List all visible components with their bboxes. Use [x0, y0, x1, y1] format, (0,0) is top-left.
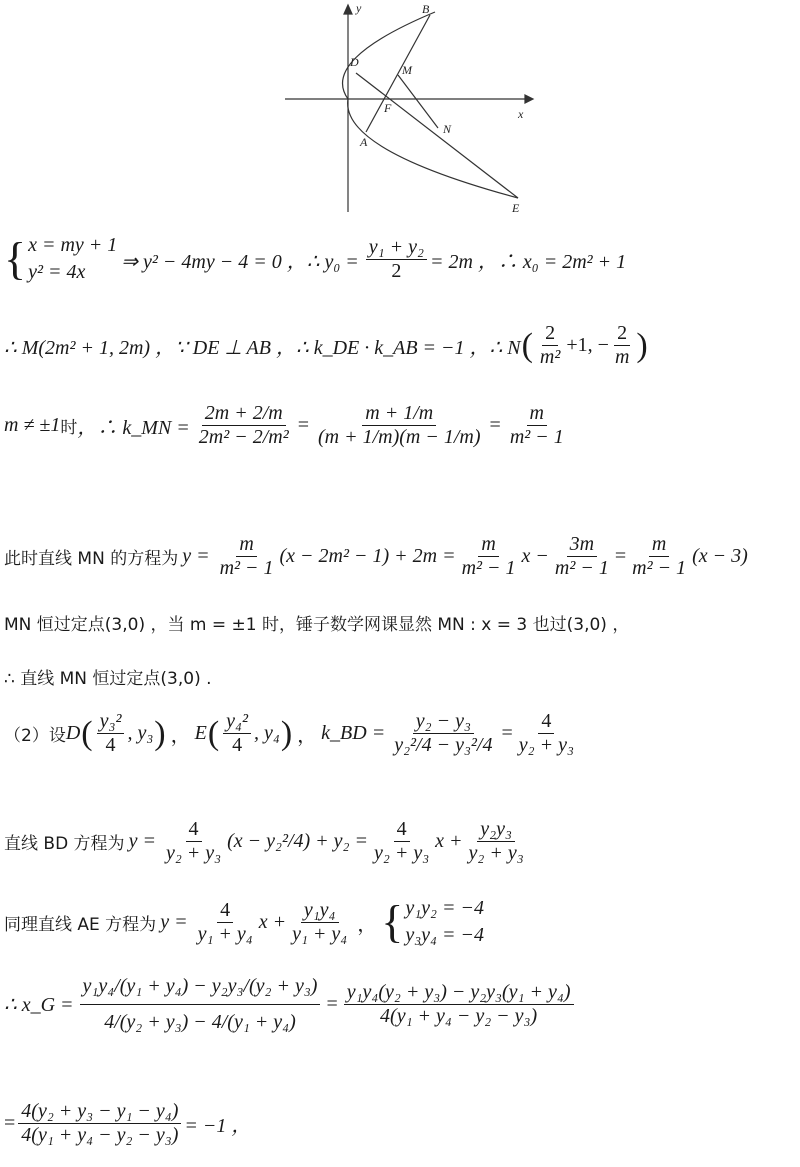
segment-mn: [398, 75, 438, 128]
solution-line-6: ∴ 直线 MN 恒过定点(3,0) .: [4, 669, 212, 689]
label-y: y: [356, 1, 362, 15]
derivation-tail: = 2m ，∴ x₀ = 2m² + 1: [429, 250, 627, 273]
solution-line-7: （2）设 D ( $\frac{\text{y₃²}}{4}$ , y₃ ) ， E ( $\frac{\text{y₄²}}{4}$ , y₄ ) ， k_BD = $\frac{\text{y₂ − y₃}}{\text{y₂²/4 − y₃²/4}}$ = $\frac{4}{\text{y₂ + y₃}}$: [4, 710, 574, 756]
label-n: N: [443, 122, 452, 136]
solution-line-4: 此时直线 MN 的方程为 y = $\frac{m}{\text{m² − 1}}$ (x − 2m² − 1) + 2m = $\frac{m}{\text{m² − 1}}$ x − $\frac{3m}{\text{m² − 1}}$ = $\frac{m}{\text{m² − 1}}$ (x − 3): [4, 533, 748, 579]
chord-de: [356, 73, 518, 198]
parabola-curve: [343, 12, 518, 198]
solution-line-2: ∴ M(2m² + 1, 2m) ，∵ DE ⊥ AB ，∴ k_DE · k_AB = −1 ，∴ N ( $\frac{2}{\text{m²}}$ +1, − $\frac{2}{m}$ ): [4, 322, 648, 368]
label-a: A: [360, 135, 368, 149]
solution-line-8: 直线 BD 方程为 y = $\frac{4}{\text{y₂ + y₃}}$ (x − y₂²/4) + y₂ = $\frac{4}{\text{y₂ + y₃}}$ x + $\frac{\text{y₂y₃}}{\text{y₂ + y₃}}$: [4, 818, 524, 864]
label-b: B: [422, 2, 430, 16]
solution-line-3: m ≠ ±1 时 ，∴ k_MN = $\frac{2m + 2/m}{\text{2m² − 2/m²}}$ = $\frac{m + 1/m}{(m + 1/m)(m - 1/m)}$ = $\frac{m}{\text{m² − 1}}$: [4, 402, 564, 448]
label-f: F: [384, 101, 392, 115]
system-eq-1: x = my + 1: [28, 234, 118, 256]
derivation: ⇒ y² − 4my − 4 = 0 ，∴ y₀ =: [121, 250, 359, 273]
label-e: E: [512, 201, 520, 215]
parabola-figure: [280, 0, 550, 220]
solution-line-9: 同理直线 AE 方程为 y = $\frac{4}{\text{y₁ + y₄}}$ x + $\frac{\text{y₁y₄}}{\text{y₁ + y₄}}$ ， { y₁y₂ = −4 y₃y₄ = −4: [4, 896, 484, 947]
solution-line-10: ∴ x_G = $\frac{\text{y₁y₄/(y₁ + y₄) − y₂y₃/(y₂ + y₃)}}{\text{4/(y₂ + y₃) − 4/(y₁ + y₄)}}$ = $\frac{\text{y₁y₄(y₂ + y₃) − y₂y₃(y₁ + y₄)}}{\text{4(y₁ + y₄ − y₂ − y₃)}}$: [4, 975, 580, 1034]
solution-line-11: = $\frac{\text{4(y₂ + y₃ − y₁ − y₄)}}{\text{4(y₁ + y₄ − y₂ − y₃)}}$ = −1 ，: [4, 1100, 252, 1146]
solution-line-5: MN 恒过定点(3,0) ，当 m = ±1 时，锤子数学网课显然 MN : x = 3 也过(3,0) ，: [4, 615, 630, 635]
solution-line-1: { x = my + 1 y² = 4x ⇒ y² − 4my − 4 = 0 ，∴ y₀ = $\frac{\text{y₁ + y₂}}{2}$ = 2m ，∴ x₀ = 2m² + 1: [4, 233, 627, 284]
system-eq-2: y² = 4x: [28, 261, 86, 283]
chord-ab: [366, 15, 430, 132]
label-d: D: [350, 55, 359, 69]
label-m: M: [402, 63, 412, 77]
label-x: x: [518, 107, 524, 121]
